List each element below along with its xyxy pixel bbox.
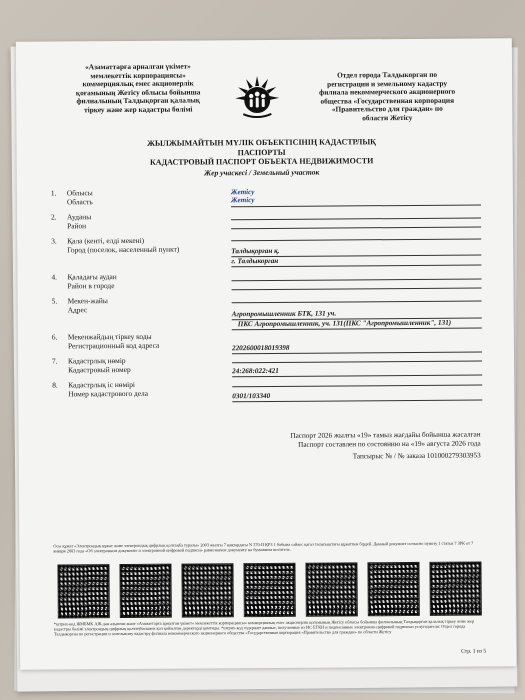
barcode-icon — [305, 562, 357, 616]
underline — [232, 384, 482, 387]
field-address-registration-code-value: 2202600018019398 — [231, 343, 290, 353]
field-region: 1. Облысы Область Жетісу Жетісу — [51, 186, 481, 189]
header-left-organization: «Азаматтарға арналған үкімет» мемлекеттік корпорациясы» коммерциялық емес акционерлік қоғамының Жетісу облысы бойынша филиалының Талдықорған қалалық тіркеу және жер кадастры бөлімі — [75, 61, 201, 115]
underline — [231, 217, 481, 220]
field-cadastral-number-value: 24:268:022:421 — [232, 366, 279, 376]
barcode-icon — [181, 563, 233, 617]
barcode-icon — [119, 564, 171, 618]
field-cadastral-number: 7. Кадастрлық нөмір Кадастровый номер 24:268:022:421 — [52, 354, 482, 357]
header-right-organization: Отдел города Талдыкорган по регистрации и земельному кадастру филиала некоммерческого акционерного общества «Государственная корпорация «Правительство для граждан» по области Жетісу — [319, 69, 456, 123]
document-title: ЖЫЛЖЫМАЙТЫН МҮЛІК ОБЪЕКТІСІНІҢ КАДАСТРЛЫҚ ПАСПОРТЫ КАДАСТРОВЫЙ ПАСПОРТ ОБЪЕКТА НЕДВИЖИМОСТИ — [147, 137, 377, 167]
issue-date-kz: Паспорт 2026 жылғы «19» тамыз жағдайы бойынша жасалған — [290, 430, 481, 440]
barcode-icon — [57, 564, 109, 618]
issue-info — [231, 431, 481, 463]
issue-date-ru: Паспорт составлен по состоянию на «19» августа 2026 года — [298, 439, 481, 449]
underline — [232, 300, 482, 303]
order-number: Тапсырыс № / № заказа 101000279303953 — [352, 451, 481, 461]
corporation-emblem-icon — [229, 70, 285, 126]
field-address-value-ru: ПКС Агропромышленник, уч. 131(ПКС "Агропромышленник", 131) — [237, 318, 452, 329]
legal-notice: Осы құжат «Электрондық құжат және электрондық цифрлық қолтаңба туралы» 2003 жылғы 7 қаңтардағы N 370-II ҚРЗ 1 бабына сәйкес қағаз тасығыштағы құжатпен бірдей. Данный документ согласно пункту 1 статьи 7 ЗРК от 7 января 2003 года «Об электронном документе и электронной цифровой подписи» равнозначен документу на бумажном носителе. — [53, 540, 474, 554]
field-city-district: 4. Қаладағы аудан Район в городе — [51, 270, 481, 273]
field-city: 3. Қала (кенті, елді мекені) Город (поселок, населенный пункт) Талдықорған қ. г. Талдыкорган — [51, 234, 481, 237]
field-district: 2. Ауданы Район — [51, 210, 481, 213]
barcode-icon — [429, 562, 481, 616]
underline — [231, 278, 481, 281]
field-region-value-kz: Жетісу — [230, 188, 255, 197]
page-number: Стр. 1 из 5 — [461, 648, 487, 655]
field-cadastral-case-number-value: 0301/103340 — [232, 391, 271, 401]
field-address-value-kz: Агропромышленник БТК, 131 уч. — [231, 309, 337, 319]
document-page — [16, 38, 516, 669]
underline — [232, 360, 482, 363]
field-city-value-kz: Талдықорған қ. — [231, 246, 280, 256]
underline — [231, 238, 481, 241]
barcode-icon — [367, 562, 419, 616]
field-region-value-ru: Жетісу — [230, 196, 255, 205]
field-address-registration-code: 6. Мекенжайдың тіркеу коды Регистрационный код адреса 2202600018019398 — [52, 330, 482, 333]
underline — [232, 287, 482, 290]
underline — [231, 226, 481, 229]
document-subtitle: Жер учаскесі / Земельный участок — [204, 167, 320, 178]
barcode-icon — [243, 563, 295, 617]
underline — [231, 204, 481, 207]
field-address: 5. Мекен-жайы Адрес Агропромышленник БТК, 131 уч. ПКС Агропромышленник, уч. 131(ПКС "Агропромышленник", 131) — [52, 294, 482, 297]
field-city-value-ru: г. Талдыкорган — [231, 256, 279, 266]
barcode-notice: *штрих-код ЖМБМК АЖ-дан алынған және «Азаматтарға арналған үкімет» мемлекеттік корпорациясы» коммерциялық емес акционерлік қоғамының Жетісу облысы бойынша филиалының Талдықорған қалалық тіркеу және жер кадастры бөлімі электрондық-цифрлық қолтаңбасымен қол қойылған деректерді қамтиды. *штрих-код содержит данные, полученные из ИС ЕГКН и подписанные электронно-цифровой подписью услугодателя: Отдел города Талдыкорган по регистрации и земельному кадастру филиала некоммерческого акционерного общества «Государственная корпорация «Правительство для граждан» по области Жетісу — [53, 618, 475, 637]
field-cadastral-case-number: 8. Кадастрлық іс нөмірі Номер кадастрового дела 0301/103340 — [52, 378, 482, 381]
